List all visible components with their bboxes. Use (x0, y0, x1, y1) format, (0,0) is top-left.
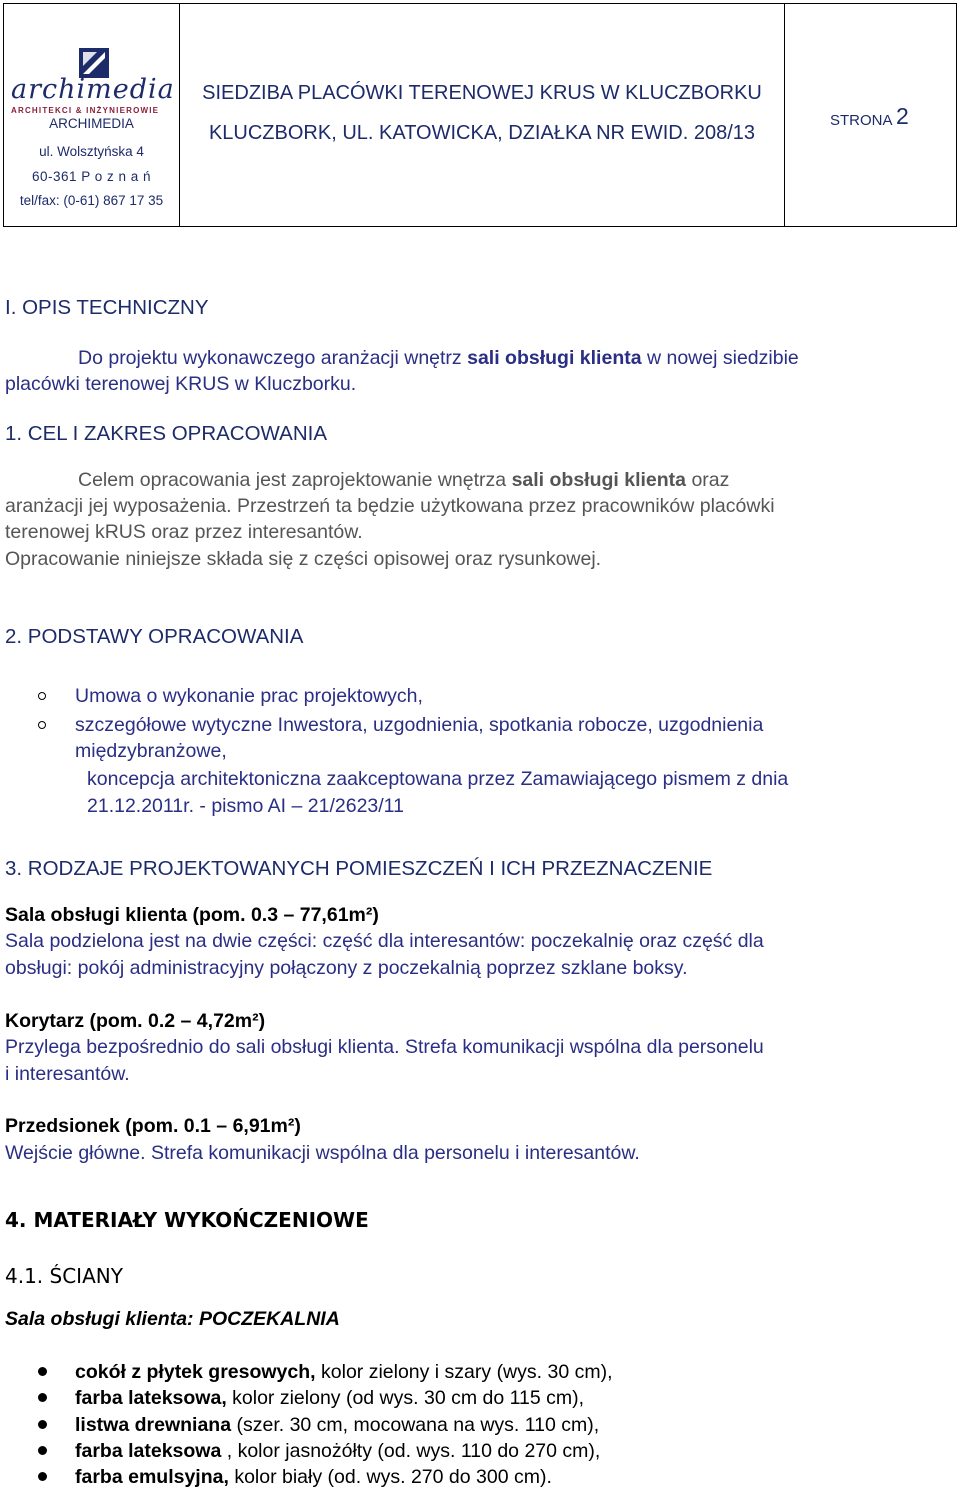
bullet-icon (38, 721, 46, 729)
room-title: Przedsionek (pom. 0.1 – 6,91m²) (5, 1115, 301, 1137)
paragraph-line: Sala podzielona jest na dwie części: część dla interesantów: poczekalnię oraz część dla (5, 930, 764, 952)
paragraph-line: terenowej kRUS oraz przez interesantów. (5, 521, 363, 543)
paragraph-line: i interesantów. (5, 1063, 130, 1085)
material-list-item: listwa drewniana (szer. 30 cm, mocowana na wys. 110 cm), (75, 1414, 600, 1436)
list-item: Umowa o wykonanie prac projektowych, (75, 685, 423, 707)
room-title: Sala obsługi klienta (pom. 0.3 – 77,61m²) (5, 904, 379, 926)
document-header (3, 3, 957, 227)
company-phone: tel/fax: (0-61) 867 17 35 (19, 193, 164, 208)
list-item: szczegółowe wytyczne Inwestora, uzgodnienia, spotkania robocze, uzgodnienia (75, 714, 764, 736)
page-number: 2 (896, 103, 909, 129)
logo-subtitle: ARCHITEKCI & INŻYNIEROWIE (11, 106, 160, 115)
list-item: koncepcja architektoniczna zaakceptowana przez Zamawiającego pismem z dnia (87, 768, 789, 790)
project-title: SIEDZIBA PLACÓWKI TERENOWEJ KRUS W KLUCZBORKU (202, 82, 762, 104)
paragraph-line: Celem opracowania jest zaprojektowanie wnętrza sali obsługi klienta oraz (78, 469, 730, 491)
section-heading-opis: I. OPIS TECHNICZNY (5, 296, 209, 319)
list-item-continuation: 21.12.2011r. - pismo AI – 21/2623/11 (87, 795, 404, 817)
list-item-continuation: międzybranżowe, (75, 740, 227, 762)
project-address: KLUCZBORK, UL. KATOWICKA, DZIAŁKA NR EWID. 208/13 (208, 122, 756, 144)
section-heading-1: 1. CEL I ZAKRES OPRACOWANIA (5, 422, 327, 445)
page-number-block (785, 4, 957, 226)
bullet-icon (38, 1367, 47, 1376)
material-list-item: farba lateksowa , kolor jasnożółty (od. wys. 110 do 270 cm), (75, 1440, 601, 1462)
room-title: Korytarz (pom. 0.2 – 4,72m²) (5, 1010, 266, 1032)
project-title-block (180, 4, 784, 226)
paragraph-line: Do projektu wykonawczego aranżacji wnętrz sali obsługi klienta w nowej siedzibie (78, 347, 799, 369)
paragraph-line: Opracowanie niniejsze składa się z części opisowej oraz rysunkowej. (5, 548, 602, 570)
bullet-icon (38, 1393, 47, 1402)
paragraph-line: Wejście główne. Strefa komunikacji wspólna dla personelu i interesantów. (5, 1142, 640, 1164)
material-list-item: cokół z płytek gresowych, kolor zielony i szary (wys. 30 cm), (75, 1361, 613, 1383)
bullet-icon (38, 1446, 47, 1455)
company-block (4, 4, 179, 226)
logo-wordmark: archimedia (11, 74, 175, 105)
subsection-heading: 4.1. ŚCIANY (5, 1264, 123, 1288)
page-label: STRONA (830, 112, 893, 129)
paragraph-line: placówki terenowej KRUS w Kluczborku. (5, 373, 357, 395)
bullet-icon (38, 1420, 47, 1429)
paragraph-line: Przylega bezpośrednio do sali obsługi klienta. Strefa komunikacji wspólna dla personelu (5, 1036, 764, 1058)
paragraph-line: obsługi: pokój administracyjny połączony z poczekalnią poprzez szklane boksy. (5, 957, 688, 979)
company-name: ARCHIMEDIA (49, 116, 134, 131)
material-list-item: farba emulsyjna, kolor biały (od. wys. 270 do 300 cm). (75, 1466, 552, 1488)
section-heading-3: 3. RODZAJE PROJEKTOWANYCH POMIESZCZEŃ I ICH PRZEZNACZENIE (5, 857, 713, 880)
paragraph-line: aranżacji jej wyposażenia. Przestrzeń ta będzie użytkowana przez pracowników placówki (5, 495, 775, 517)
area-title: Sala obsługi klienta: POCZEKALNIA (5, 1308, 340, 1330)
company-city: 60-361 P o z n a ń (31, 169, 152, 184)
bullet-icon (38, 1472, 47, 1481)
section-heading-4: 4. MATERIAŁY WYKOŃCZENIOWE (5, 1208, 369, 1232)
bullet-icon (38, 692, 46, 700)
company-street: ul. Wolsztyńska 4 (39, 144, 144, 159)
section-heading-2: 2. PODSTAWY OPRACOWANIA (5, 625, 304, 648)
material-list-item: farba lateksowa, kolor zielony (od wys. 30 cm do 115 cm), (75, 1387, 585, 1409)
